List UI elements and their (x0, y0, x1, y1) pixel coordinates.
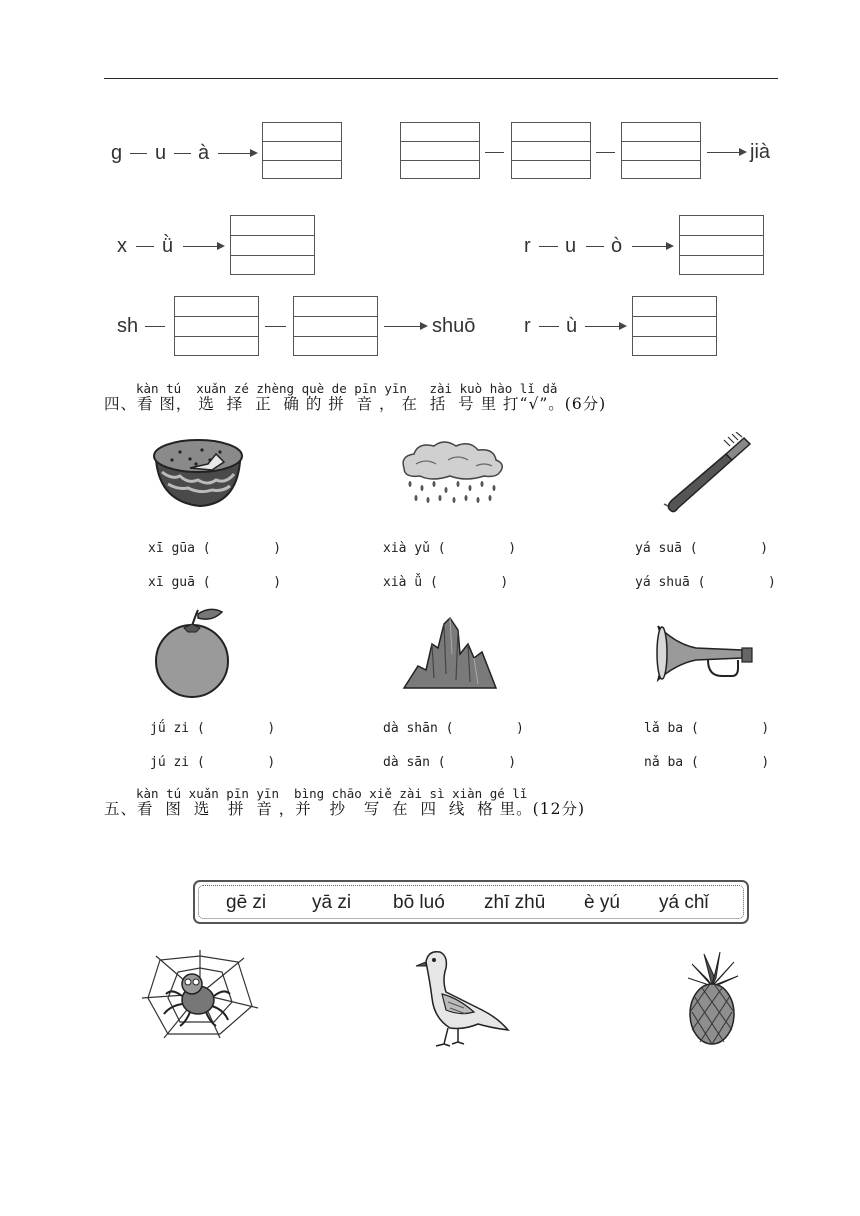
arrow (632, 246, 672, 247)
four-line-grid[interactable] (621, 122, 701, 179)
letter-r: r (524, 235, 531, 257)
trumpet-icon (652, 620, 756, 686)
letter-o-tone4: ò (611, 235, 623, 257)
dash (539, 326, 559, 327)
pigeon-icon (412, 946, 512, 1052)
four-line-grid[interactable] (632, 296, 717, 356)
watermelon-icon (150, 432, 246, 512)
arrow (384, 326, 426, 327)
option-ya-shua-2[interactable]: yá shuā ( ) (635, 575, 776, 590)
four-line-grid[interactable] (262, 122, 342, 179)
four-line-grid[interactable] (400, 122, 480, 179)
top-rule (104, 78, 778, 79)
letter-u: u (155, 142, 167, 164)
section4-pinyin: kàn tú xuǎn zé zhèng què de pīn yīn zài kuò hào lǐ dǎ (136, 381, 558, 396)
four-line-grid[interactable] (511, 122, 591, 179)
arrow (585, 326, 625, 327)
four-line-grid[interactable] (174, 296, 259, 356)
dash (596, 152, 615, 153)
word-zhi-zhu: zhī zhū (484, 892, 546, 913)
option-xia-yu-1[interactable]: xià yǔ ( ) (383, 541, 517, 556)
letter-x: x (117, 235, 127, 257)
word-bo-luo: bō luó (393, 892, 445, 913)
dash (539, 246, 558, 247)
result-shuo: shuō (432, 315, 476, 337)
dash (174, 153, 191, 154)
word-ya-zi: yā zi (312, 892, 352, 913)
letter-v-tone4: ǜ (162, 235, 174, 257)
letter-a-tone4: à (198, 142, 210, 164)
option-xi-gua-1[interactable]: xī gūa ( ) (148, 541, 282, 556)
four-line-grid[interactable] (230, 215, 315, 275)
spider-web-icon (140, 948, 260, 1040)
dash (145, 326, 165, 327)
pineapple-icon (684, 950, 740, 1048)
option-ju-zi-2[interactable]: jú zi ( ) (150, 755, 276, 770)
option-xia-yu-2[interactable]: xià ǚ ( ) (383, 575, 509, 590)
toothbrush-icon (660, 432, 756, 518)
section4-title: 四、看 图， 选 择 正 确 的 拼 音 ， 在 括 号 里 打“√”。(6分) (104, 395, 607, 413)
word-ya-chi: yá chǐ (659, 892, 709, 913)
letter-r: r (524, 315, 531, 337)
letter-u: u (565, 235, 577, 257)
option-ju-zi-1[interactable]: jǘ zi ( ) (150, 721, 276, 736)
option-la-ba-1[interactable]: lǎ ba ( ) (644, 721, 770, 736)
letter-u-tone4: ù (566, 315, 578, 337)
letter-sh: sh (117, 315, 139, 337)
orange-icon (152, 606, 234, 698)
option-ya-shua-1[interactable]: yá suā ( ) (635, 541, 769, 556)
option-da-shan-1[interactable]: dà shān ( ) (383, 721, 524, 736)
arrow (183, 246, 223, 247)
word-ge-zi: gē zi (226, 892, 267, 913)
four-line-grid[interactable] (293, 296, 378, 356)
dash (485, 152, 504, 153)
dash (130, 153, 147, 154)
arrow (218, 153, 256, 154)
word-e-yu: è yú (584, 892, 620, 913)
arrow (707, 152, 745, 153)
dash (265, 326, 286, 327)
four-line-grid[interactable] (679, 215, 764, 275)
dash (586, 246, 604, 247)
section5-pinyin: kàn tú xuǎn pīn yīn bìng chāo xiě zài sì xiàn gé lǐ (136, 786, 528, 801)
section5-title: 五、看 图 选 拼 音 ，并 抄 写 在 四 线 格 里。(12分) (104, 800, 585, 818)
option-xi-gua-2[interactable]: xī guā ( ) (148, 575, 282, 590)
letter-g: g (111, 142, 123, 164)
dash (136, 246, 154, 247)
rain-cloud-icon (396, 438, 508, 506)
result-jia: jià (750, 141, 771, 163)
mountain-icon (402, 614, 498, 692)
option-la-ba-2[interactable]: nǎ ba ( ) (644, 755, 770, 770)
option-da-shan-2[interactable]: dà sān ( ) (383, 755, 517, 770)
